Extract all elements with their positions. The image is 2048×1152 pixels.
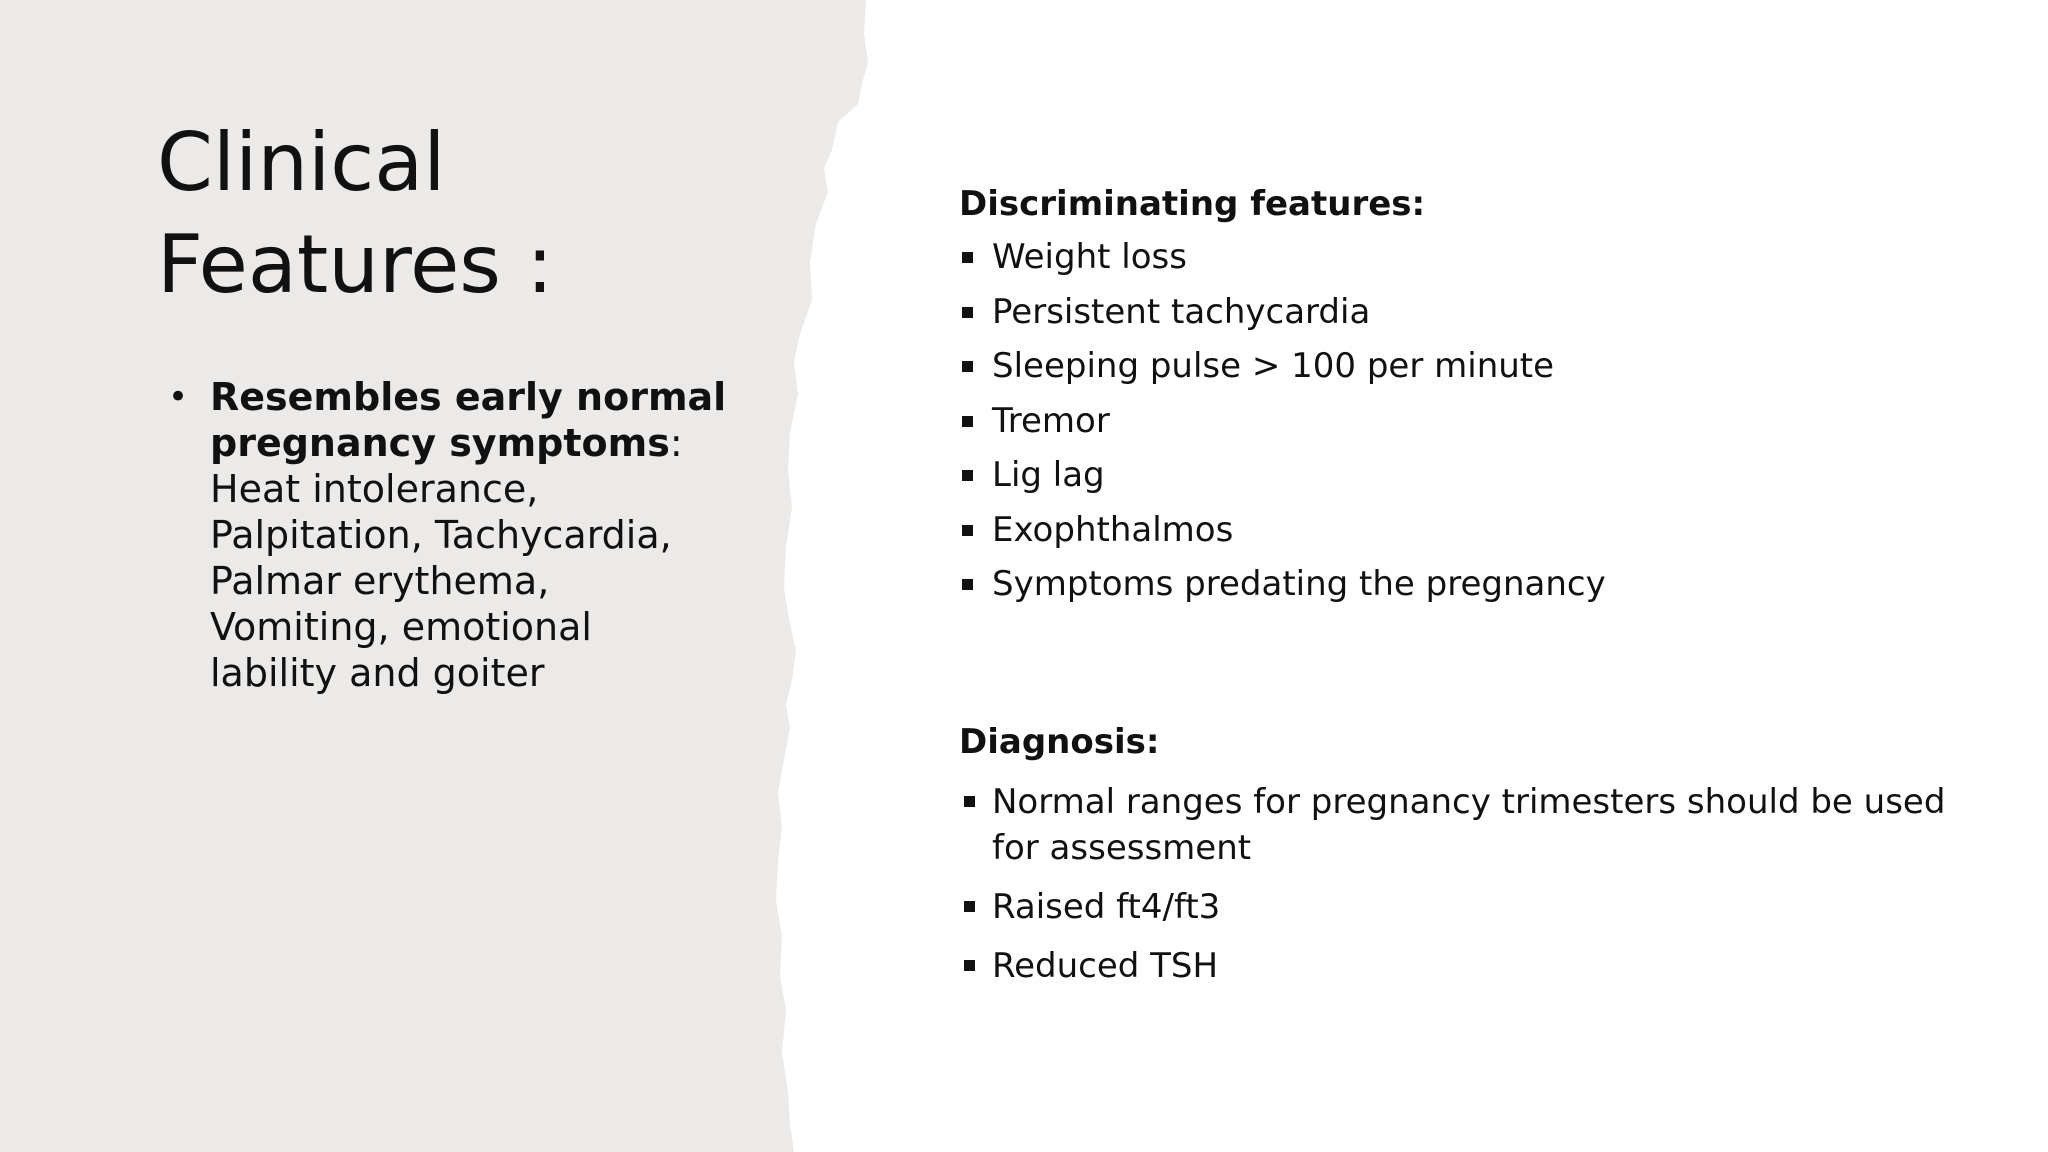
list-item: Raised ft4/ft3: [959, 884, 1959, 930]
list-item: Weight loss: [959, 235, 1959, 290]
list-item: Reduced TSH: [959, 943, 1959, 989]
discriminating-features-heading: Discriminating features:: [959, 184, 1426, 224]
list-item: [168, 374, 728, 696]
list-item: Normal ranges for pregnancy trimesters should be used for assessment: [959, 779, 1959, 871]
list-item: Symptoms predating the pregnancy: [959, 562, 1959, 617]
diagnosis-list: [959, 779, 1959, 1002]
diagnosis-heading: Diagnosis:: [959, 722, 1160, 762]
list-item: Sleeping pulse > 100 per minute: [959, 344, 1959, 399]
symptoms-list: [168, 374, 728, 696]
list-item: Persistent tachycardia: [959, 290, 1959, 345]
list-item: Tremor: [959, 399, 1959, 454]
discriminating-features-list: [959, 235, 1959, 617]
list-item: Lig lag: [959, 453, 1959, 508]
slide-title: [157, 112, 797, 316]
bullet-lead: Resembles early normal pregnancy symptoms: [210, 375, 727, 465]
title-line-1: Clinical: [157, 116, 446, 209]
title-line-2: Features :: [157, 218, 554, 311]
bullet-text: : Heat intolerance, Palpitation, Tachycardia, Palmar erythema, Vomiting, emotional lability and goiter: [210, 421, 683, 695]
list-item: Exophthalmos: [959, 508, 1959, 563]
